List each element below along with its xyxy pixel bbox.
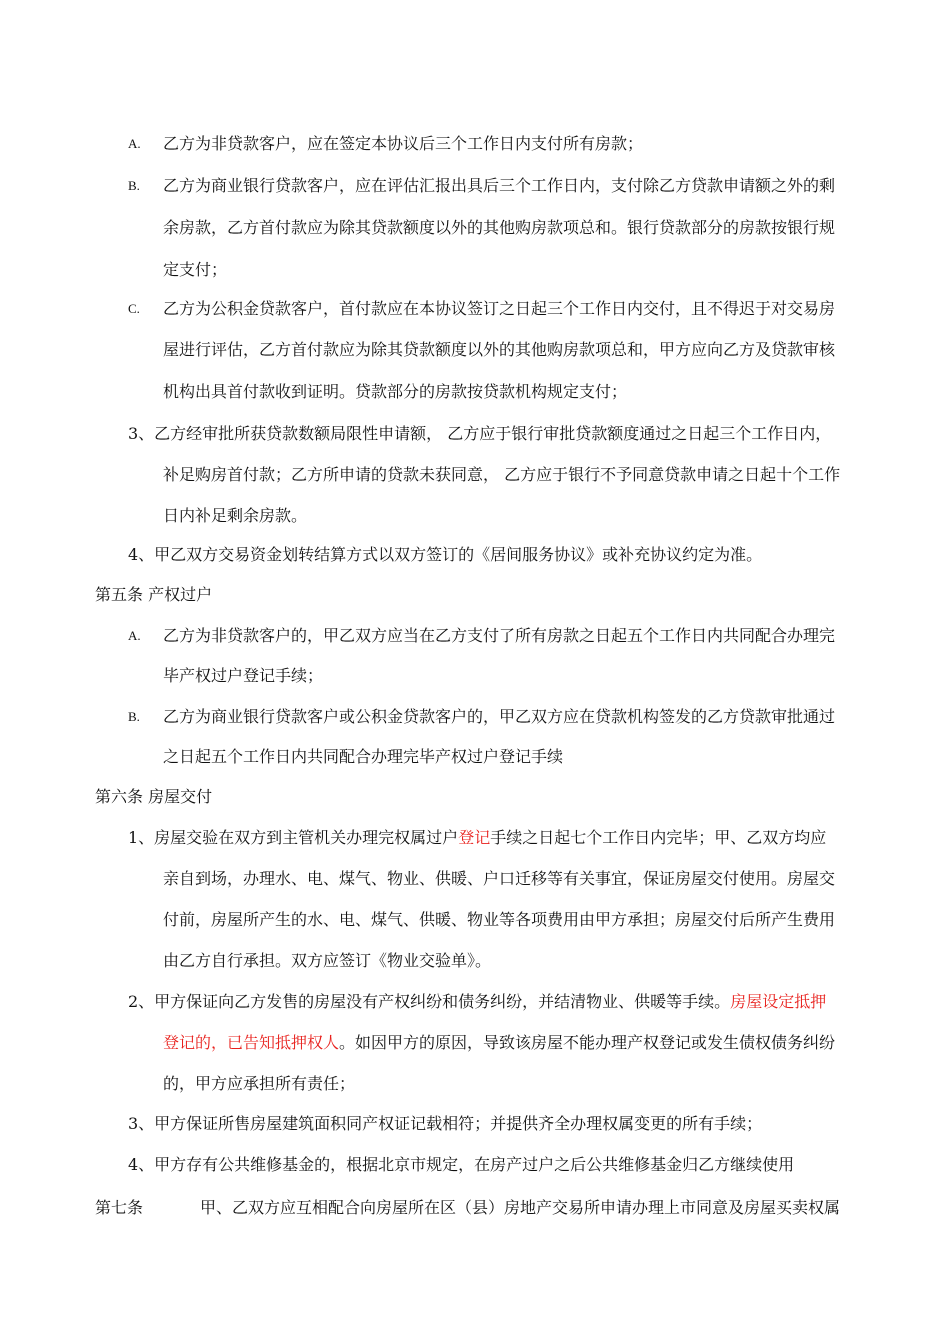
text-run: 手续之日起七个工作日内完毕；甲、乙双方均应 xyxy=(490,828,827,847)
paragraph-line: 日内补足剩余房款。 xyxy=(163,506,308,525)
paragraph-line: 的，甲方应承担所有责任； xyxy=(163,1074,356,1093)
item-marker-b: B. xyxy=(128,178,140,193)
section-heading: 第六条 房屋交付 xyxy=(95,787,213,806)
paragraph-line xyxy=(128,992,826,1012)
paragraph-line: 甲、乙双方应互相配合向房屋所在区（县）房地产交易所申请办理上市同意及房屋买卖权属 xyxy=(200,1198,841,1217)
text-run: 2、甲方保证向乙方发售的房屋没有产权纠纷和债务纠纷，并结清物业、供暖等手续。 xyxy=(128,992,731,1011)
section-heading: 第五条 产权过户 xyxy=(95,585,213,604)
highlighted-text: 房屋设定抵押 xyxy=(730,992,827,1011)
paragraph-line: 4、甲方存有公共维修基金的，根据北京市规定，在房产过户之后公共维修基金归乙方继续使用 xyxy=(128,1155,795,1174)
section-label: 第七条 xyxy=(95,1198,144,1217)
paragraph-line: 之日起五个工作日内共同配合办理完毕产权过户登记手续 xyxy=(163,747,564,766)
paragraph-line: 乙方为非贷款客户，应在签定本协议后三个工作日内支付所有房款； xyxy=(163,134,644,153)
paragraph-line: 付前，房屋所产生的水、电、煤气、供暖、物业等各项费用由甲方承担；房屋交付后所产生费用 xyxy=(163,910,836,929)
item-marker-a: A. xyxy=(128,628,141,643)
highlighted-text: 登记的，已告知抵押权人 xyxy=(163,1033,340,1052)
paragraph-line: 亲自到场，办理水、电、煤气、物业、供暖、户口迁移等有关事宜，保证房屋交付使用。房屋交 xyxy=(163,869,836,888)
paragraph-line: 由乙方自行承担。双方应签订《物业交验单》。 xyxy=(163,951,492,970)
paragraph-line: 3、甲方保证所售房屋建筑面积同产权证记载相符；并提供齐全办理权属变更的所有手续； xyxy=(128,1114,763,1133)
paragraph-line: 毕产权过户登记手续； xyxy=(163,666,324,685)
paragraph-line: 4、甲乙双方交易资金划转结算方式以双方签订的《居间服务协议》或补充协议约定为准。 xyxy=(128,545,763,564)
paragraph-line: 乙方为非贷款客户的，甲乙双方应当在乙方支付了所有房款之日起五个工作日内共同配合办理完 xyxy=(163,626,836,645)
paragraph-line: 屋进行评估，乙方首付款应为除其贷款额度以外的其他购房款项总和，甲方应向乙方及贷款审核 xyxy=(163,340,836,359)
paragraph-line: 乙方为商业银行贷款客户，应在评估汇报出具后三个工作日内，支付除乙方贷款申请额之外的剩 xyxy=(163,176,836,195)
text-run: 。如因甲方的原因，导致该房屋不能办理产权登记或发生债权债务纠纷 xyxy=(339,1033,836,1052)
item-marker-b: B. xyxy=(128,709,140,724)
item-marker-c: C. xyxy=(128,301,140,316)
text-run: 1、房屋交验在双方到主管机关办理完权属过户 xyxy=(128,828,459,847)
paragraph-line: 余房款，乙方首付款应为除其贷款额度以外的其他购房款项总和。银行贷款部分的房款按银行规 xyxy=(163,218,836,237)
paragraph-line: 定支付； xyxy=(163,260,228,279)
highlighted-text: 登记 xyxy=(458,828,491,847)
paragraph-line: 乙方为公积金贷款客户，首付款应在本协议签订之日起三个工作日内交付，且不得迟于对交易房 xyxy=(163,299,836,318)
paragraph-line: 补足购房首付款；乙方所申请的贷款未获同意， 乙方应于银行不予同意贷款申请之日起十个工作 xyxy=(163,465,841,484)
paragraph-line: 3、乙方经审批所获贷款数额局限性申请额， 乙方应于银行审批贷款额度通过之日起三个工作日内， xyxy=(128,424,832,443)
paragraph-line: 乙方为商业银行贷款客户或公积金贷款客户的，甲乙双方应在贷款机构签发的乙方贷款审批通过 xyxy=(163,707,836,726)
paragraph-line xyxy=(128,828,826,848)
item-marker-a: A. xyxy=(128,136,141,151)
paragraph-line: 机构出具首付款收到证明。贷款部分的房款按贷款机构规定支付； xyxy=(163,382,628,401)
paragraph-line xyxy=(163,1033,835,1053)
